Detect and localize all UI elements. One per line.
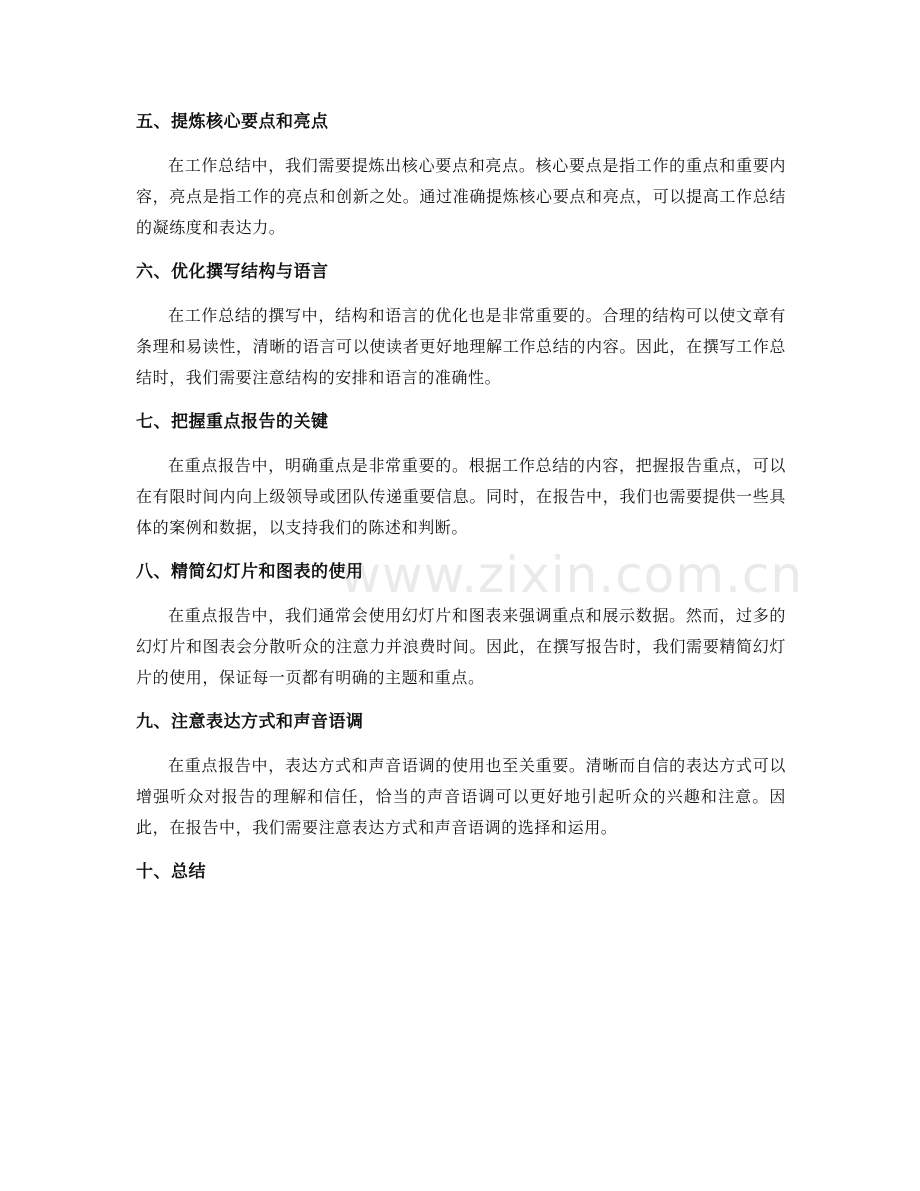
section-heading: 十、总结 xyxy=(136,862,206,882)
section-5 xyxy=(136,102,786,243)
section-7 xyxy=(136,402,786,543)
section-paragraph: 在重点报告中，明确重点是非常重要的。根据工作总结的内容，把握报告重点，可以在有限时间内向上级领导或团队传递重要信息。同时，在报告中，我们也需要提供一些具体的案例和数据，以支持我们的陈述和判断。 xyxy=(136,456,786,537)
section-9 xyxy=(136,702,786,843)
section-paragraph: 在工作总结中，我们需要提炼出核心要点和亮点。核心要点是指工作的重点和重要内容，亮点是指工作的亮点和创新之处。通过准确提炼核心要点和亮点，可以提高工作总结的凝练度和表达力。 xyxy=(136,156,786,237)
section-heading: 六、优化撰写结构与语言 xyxy=(136,262,329,282)
document-content xyxy=(136,102,786,892)
section-heading: 八、精简幻灯片和图表的使用 xyxy=(136,562,364,582)
section-paragraph: 在工作总结的撰写中，结构和语言的优化也是非常重要的。合理的结构可以使文章有条理和易读性，清晰的语言可以使读者更好地理解工作总结的内容。因此，在撰写工作总结时，我们需要注意结构的安排和语言的准确性。 xyxy=(136,306,786,387)
section-6 xyxy=(136,252,786,393)
section-8 xyxy=(136,552,786,693)
section-10 xyxy=(136,852,786,892)
section-paragraph: 在重点报告中，我们通常会使用幻灯片和图表来强调重点和展示数据。然而，过多的幻灯片和图表会分散听众的注意力并浪费时间。因此，在撰写报告时，我们需要精简幻灯片的使用，保证每一页都有明确的主题和重点。 xyxy=(136,606,786,687)
section-paragraph: 在重点报告中，表达方式和声音语调的使用也至关重要。清晰而自信的表达方式可以增强听众对报告的理解和信任，恰当的声音语调可以更好地引起听众的兴趣和注意。因此，在报告中，我们需要注意表达方式和声音语调的选择和运用。 xyxy=(136,756,786,837)
watermark-text: www.zixin.com.cn xyxy=(340,546,804,604)
section-heading: 七、把握重点报告的关键 xyxy=(136,412,329,432)
section-heading: 五、提炼核心要点和亮点 xyxy=(136,112,329,132)
section-heading: 九、注意表达方式和声音语调 xyxy=(136,712,364,732)
